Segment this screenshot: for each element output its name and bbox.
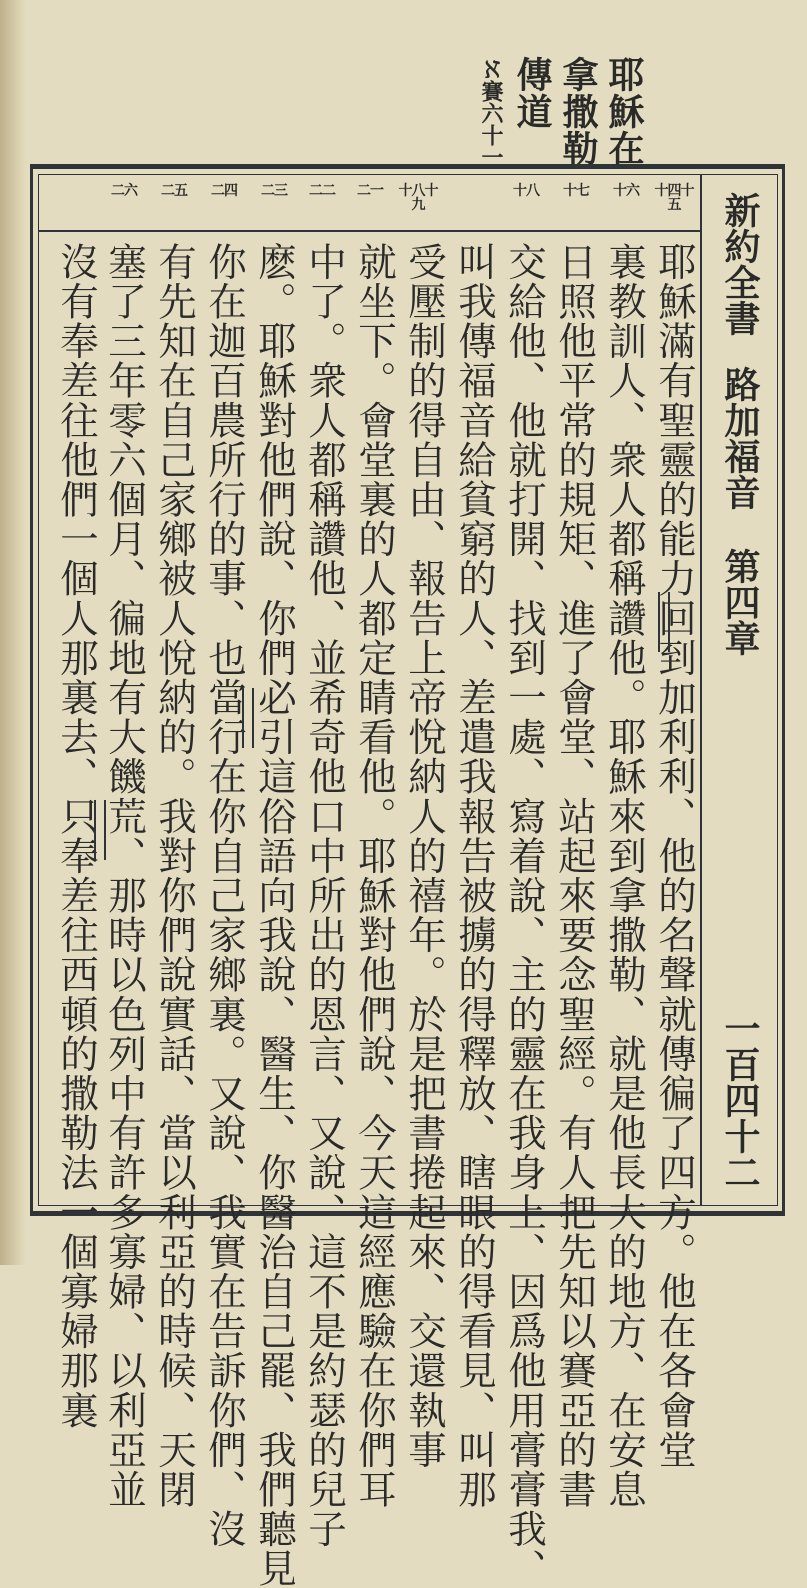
- verse-number: 二四: [211, 183, 237, 199]
- text-column-6: 受壓制的得自由、報告上帝悅納人的禧年。於是把書捲起來、交還執事: [402, 242, 447, 1470]
- quotation-mark-bracket: [658, 592, 670, 656]
- book-spine-shadow: [0, 0, 26, 1265]
- verse-number: 十八: [513, 183, 539, 199]
- text-column-5: 叫我傳福音給貧窮的人、差遣我報告被擄的得釋放、瞎眼的得看見、叫那: [452, 242, 497, 1510]
- verse-number: 二五: [161, 183, 187, 199]
- book-title: 新約全書: [719, 192, 761, 336]
- marginal-note-line-3: 傳道: [511, 56, 553, 130]
- text-column-3: 日照他平常的規矩、進了會堂、站起來要念聖經。有人把先知以賽亞的書: [552, 242, 597, 1510]
- verse-number: 十七: [563, 183, 589, 199]
- verse-number: 十六: [613, 183, 639, 199]
- verse-number: 二二: [309, 183, 335, 199]
- text-column-1: 耶穌滿有聖靈的能力回到加利利、他的名聲就傳徧了四方。他在各會堂: [652, 242, 697, 1470]
- reference-mark: ℵ: [478, 58, 504, 80]
- verse-number: 二三: [261, 183, 287, 199]
- gospel-title: 路加福音: [719, 366, 761, 510]
- chapter-title: 第四章: [719, 548, 761, 656]
- verse-number-rule: [38, 230, 700, 232]
- text-column-12: 塞了三年零六個月、徧地有大饑荒、那時以色列中有許多寡婦、以利亞並: [102, 242, 147, 1510]
- quotation-mark-bracket: [94, 800, 106, 864]
- marginal-note-line-2: 拿撒勒: [557, 56, 599, 167]
- text-column-8: 中了。衆人都稱讚他、並希奇他口中所出的恩言、又說、這不是約瑟的兒子: [302, 242, 347, 1549]
- text-column-4: 交給他、他就打開、找到一處、寫着說、主的靈在我身上、因爲他用膏膏我、: [502, 242, 547, 1588]
- text-column-7: 就坐下。會堂裏的人都定睛看他。耶穌對他們說、今天這經應驗在你們耳: [352, 242, 397, 1510]
- text-column-13: 沒有奉差往他們一個人那裏去、只奉差往西頓的撒勒法一個寡婦那裏: [54, 242, 99, 1430]
- scripture-reference: [480, 58, 502, 168]
- running-header: [714, 186, 766, 1196]
- marginal-note-line-1: 耶穌在: [603, 56, 645, 167]
- text-column-9: 麽。耶穌對他們說、你們必引這俗語向我說、醫生、你醫治自己罷、我們聽見: [252, 242, 297, 1588]
- verse-number: 十四十五: [654, 183, 694, 213]
- text-column-11: 有先知在自己家鄉被人悅納的。我對你們說實話、當以利亞的時候、天閉: [152, 242, 197, 1510]
- reference-text: 賽六十一: [478, 80, 504, 168]
- verse-number: 十八十九: [398, 183, 438, 213]
- text-column-2: 裏教訓人、衆人都稱讚他。耶穌來到拿撒勒、就是他長大的地方、在安息: [602, 242, 647, 1510]
- quotation-mark-bracket: [242, 688, 254, 752]
- verse-number: 二一: [357, 183, 383, 199]
- verse-number: 二六: [111, 183, 137, 199]
- text-column-10: 你在迦百農所行的事、也當行在你自己家鄉裏。又說、我實在告訴你們、沒: [202, 242, 247, 1549]
- page-number: 一百四十二: [719, 1010, 761, 1190]
- header-divider: [700, 174, 702, 1206]
